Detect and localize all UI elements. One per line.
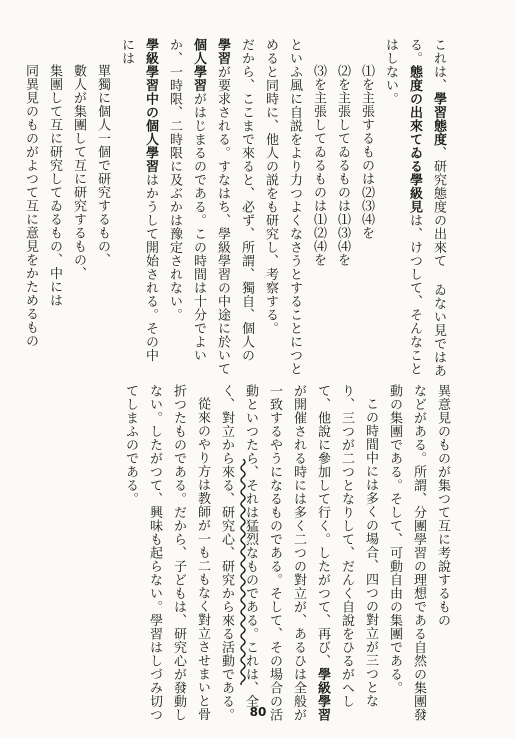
- wavy-divider: [236, 459, 250, 685]
- upper-line-8: めると同時に、他人の説をも研究し、考察する。: [263, 38, 278, 335]
- upper-line-3: はしない。: [383, 38, 398, 106]
- upper-line-17: 集團して互に研究してゐるもの、中には: [47, 64, 62, 307]
- lower-line-5: り、三つが二つとなりして、だんく自說をひるがへし: [339, 384, 354, 708]
- lower-line-12: 折つたものである。だから、子どもは、研究心が發動し: [171, 384, 186, 722]
- lower-line-4: この時間中には多くの場合、四つの對立が三つとな: [363, 397, 378, 708]
- lower-line-7: が開催される時には多く二つの對立が、あるひは全般が: [291, 384, 306, 722]
- upper-line-15: 單獨に個人一個で研究するもの、: [95, 64, 110, 267]
- upper-line-13: 學級學習中の個人學習はかうして開始される。その中: [143, 38, 158, 362]
- upper-line-18: 同異見のものがよつて互に意見をかためるもの: [23, 64, 38, 348]
- upper-line-6: ⑶を主張してゐるものは⑴⑵⑷を: [311, 64, 326, 267]
- upper-line-2: る。態度の出來てゐる學級見は、けつして、そんなこと: [407, 38, 422, 376]
- upper-line-4: ⑴を主張するものは⑵⑶⑷を: [359, 64, 374, 240]
- upper-line-5: ⑵を主張してゐるものは⑴⑶⑷を: [335, 64, 350, 267]
- upper-text-block: [18, 38, 450, 378]
- upper-line-12: か、一時限、二時限に及ぶかは豫定されない。: [167, 38, 182, 322]
- lower-line-11: 從來のやり方は教師が一も二もなく對立させまいと骨: [195, 397, 210, 721]
- lower-line-9: 動といつたら、それは猛烈なものである。これは、全: [243, 384, 258, 708]
- upper-line-7: といふ風に自説をより力つよくなさうとすることにつと: [287, 38, 302, 376]
- lower-line-13: ない。したがつて、興味も起らない。學習はしづみ切つ: [147, 384, 162, 722]
- lower-line-10: く、對立から來る、研究心、研究から來る活動である。: [219, 384, 234, 722]
- upper-line-11: 個人學習がはじまるのである。この時間は十分でよい: [191, 38, 206, 362]
- lower-line-3: 動の集團である。そして、可動自由の集團である。: [387, 384, 402, 695]
- upper-line-10: 學習が要求される。すなはち、學級學習の中途に於いて: [215, 38, 230, 376]
- lower-line-8: 一致するやうになるものである。そして、その場合の活: [267, 384, 282, 722]
- lower-line-6: て、他說に參加して行く。したがつて、再び、學級學習: [315, 384, 330, 722]
- lower-line-14: てしまふのである。: [123, 384, 138, 506]
- lower-line-2: などがある。所謂、分團學習の理想である自然の集團發: [411, 384, 426, 722]
- upper-line-9: だから、ここまで來ると、必ず、所謂、獨自、個人の: [239, 38, 254, 362]
- upper-line-1: これは、學習態度、研究態度の出來て ゐない見ではあ: [431, 38, 446, 378]
- page-number: 80: [249, 705, 267, 719]
- lower-line-1: 異意見のものが集つて互に考說するもの: [435, 384, 450, 627]
- upper-line-14: には: [119, 38, 134, 65]
- upper-line-16: 數人が集團して互に研究するもの、: [71, 64, 86, 280]
